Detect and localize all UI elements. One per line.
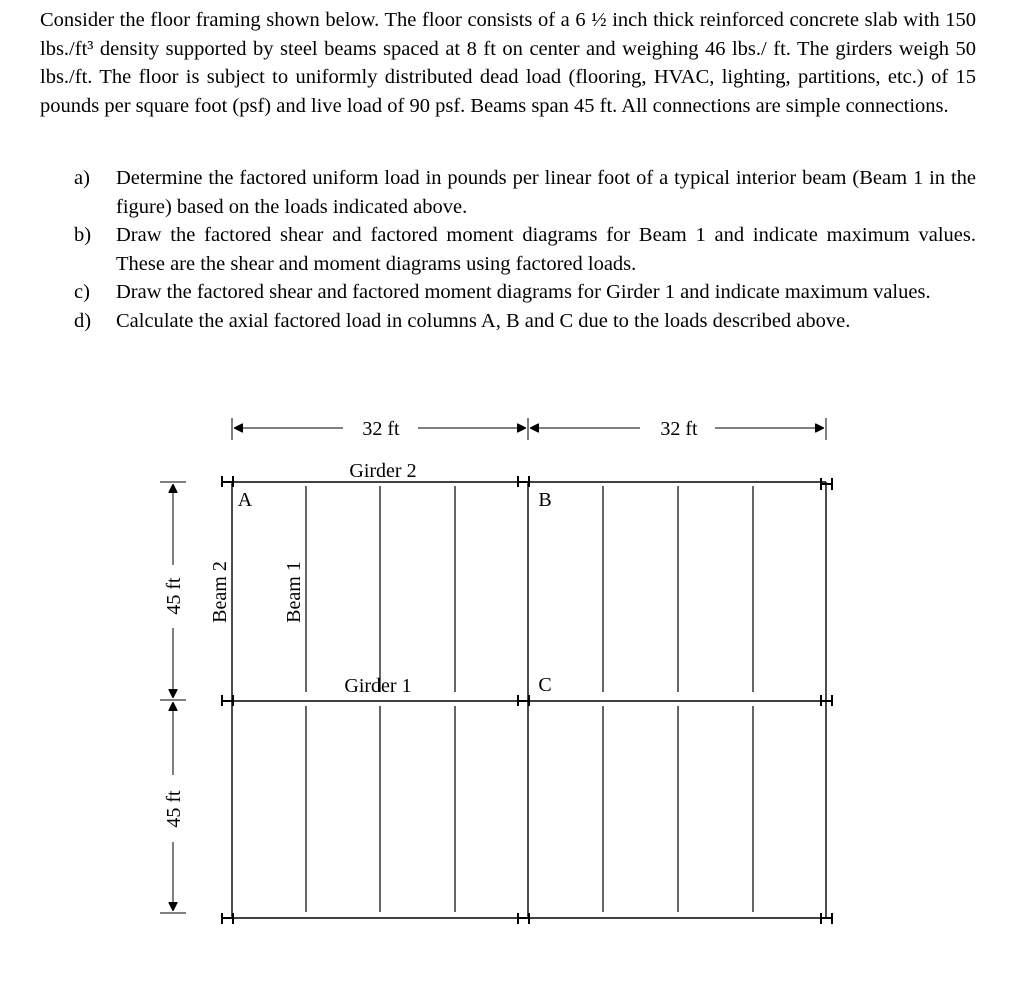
question-text: Calculate the axial factored load in columns A, B and C due to the loads described above.	[116, 309, 851, 332]
beam-2-label: Beam 2	[209, 561, 231, 623]
question-text: Determine the factored uniform load in pounds per linear foot of a typical interior beam (Beam 1 in the figure) based on the loads indicated above.	[116, 167, 976, 218]
girder-2-label: Girder 2	[349, 460, 417, 482]
dimension-top	[232, 418, 826, 440]
dim-label-span-right: 32 ft	[660, 418, 698, 440]
question-label: a)	[74, 167, 90, 189]
dim-label-span-left: 32 ft	[362, 418, 400, 440]
question-label: b)	[74, 224, 92, 246]
dim-label-bay-top: 45 ft	[163, 577, 185, 615]
question-text: Draw the factored shear and factored moment diagrams for Girder 1 and indicate maximum values.	[116, 281, 931, 303]
column-c-label: C	[538, 674, 552, 696]
question-label: c)	[74, 281, 90, 303]
question-label: d)	[74, 309, 92, 332]
girder-1-label: Girder 1	[344, 675, 412, 697]
column-symbols	[222, 476, 832, 924]
dim-label-bay-bottom: 45 ft	[163, 790, 185, 828]
question-text: Draw the factored shear and factored moment diagrams for Beam 1 and indicate maximum values. These are the shear and moment diagrams using factored loads.	[116, 224, 976, 275]
beam-1-label: Beam 1	[283, 561, 305, 623]
dimension-left	[160, 482, 186, 913]
column-b-label: B	[538, 489, 552, 511]
problem-intro: Consider the floor framing shown below. The floor consists of a 6 ½ inch thick reinforced concrete slab with 150 lbs./ft³ density supported by steel beams spaced at 8 ft on center and weighing 46 lbs./ ft. The girders weigh 50 lbs./ft. The floor is subject to uniformly distributed dead load (flooring, HVAC, lighting, partitions, etc.) of 15 pounds per square foot (psf) and live load of 90 psf. Beams span 45 ft. All connections are simple connections.	[40, 9, 976, 117]
column-a-label: A	[237, 489, 253, 511]
